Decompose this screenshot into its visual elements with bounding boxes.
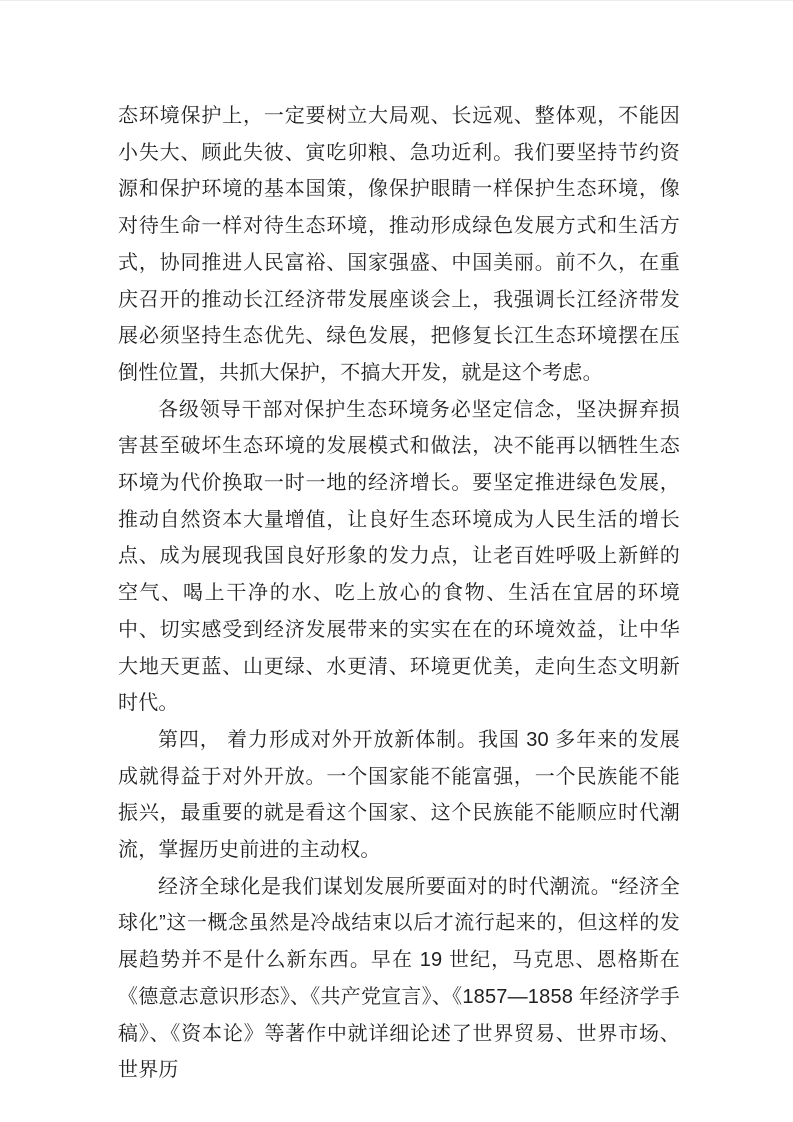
paragraph-1: 态环境保护上，一定要树立大局观、长远观、整体观，不能因小失大、顾此失彼、寅吃卯粮、急功近利。我们要坚持节约资源和保护环境的基本国策，像保护眼睛一样保护生态环境，像对待生命一样对待生态环境，推动形成绿色发展方式和生活方式，协同推进人民富裕、国家强盛、中国美丽。前不久，在重庆召开的推动长江经济带发展座谈会上，我强调长江经济带发展必须坚持生态优先、绿色发展，把修复长江生态环境摆在压倒性位置，共抓大保护，不搞大开发，就是这个考虑。 [118,105,680,384]
page-top-edge [0,0,793,1]
paragraph-4: 经济全球化是我们谋划发展所要面对的时代潮流。“经济全球化”这一概念虽然是冷战结束以后才流行起来的，但这样的发展趋势并不是什么新东西。早在 19 世纪，马克思、恩格斯在《德意志意识形态》、《共产党宣言》、《1857—1858 年经济学手稿》、《资本论》等著作中就详细论述了世界贸易、世界市场、世界历 [118,875,680,1082]
paragraph-3: 第四， 着力形成对外开放新体制。我国 30 多年来的发展成就得益于对外开放。一个国家能不能富强，一个民族能不能振兴，最重要的就是看这个国家、这个民族能不能顺应时代潮流，掌握历史前进的主动权。 [118,728,680,862]
text-body [118,98,680,1089]
paragraph-2: 各级领导干部对保护生态环境务必坚定信念，坚决摒弃损害甚至破坏生态环境的发展模式和做法，决不能再以牺牲生态环境为代价换取一时一地的经济增长。要坚定推进绿色发展，推动自然资本大量增值，让良好生态环境成为人民生活的增长点、成为展现我国良好形象的发力点，让老百姓呼吸上新鲜的空气、喝上干净的水、吃上放心的食物、生活在宜居的环境中、切实感受到经济发展带来的实实在在的环境效益，让中华大地天更蓝、山更绿、水更清、环境更优美，走向生态文明新时代。 [118,398,680,715]
